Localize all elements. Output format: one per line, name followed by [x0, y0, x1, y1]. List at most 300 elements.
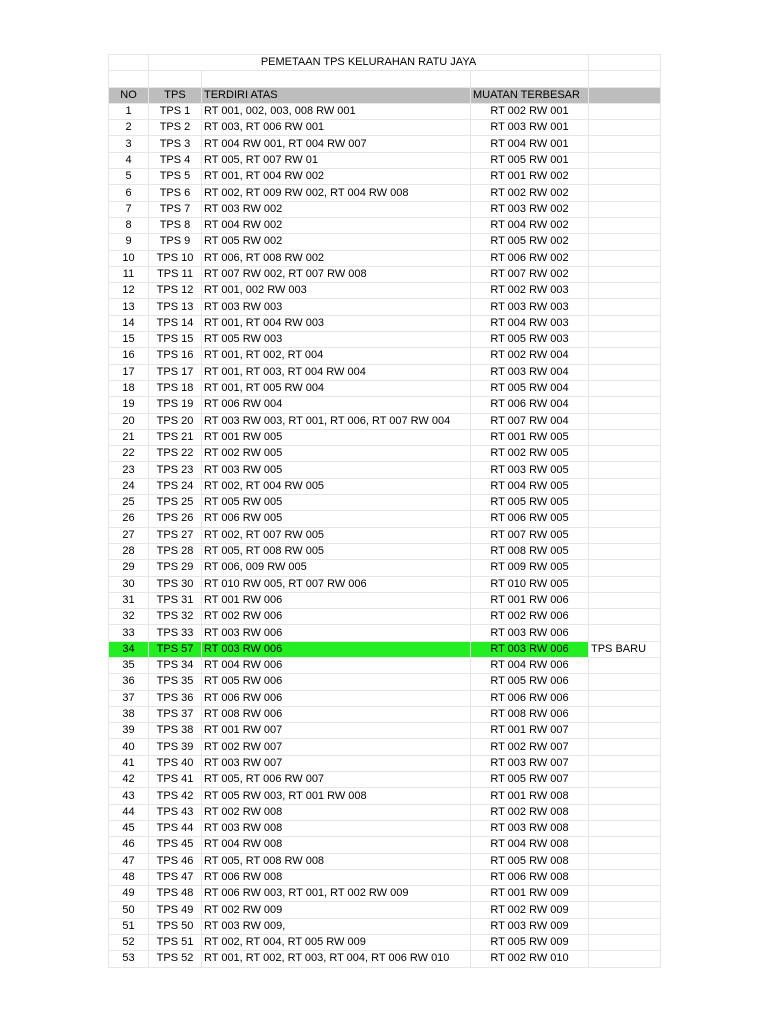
- cell-muatan-terbesar[interactable]: RT 002 RW 001: [471, 103, 589, 119]
- cell-muatan-terbesar[interactable]: RT 006 RW 004: [471, 397, 589, 413]
- cell-note[interactable]: [589, 380, 661, 396]
- cell-muatan-terbesar[interactable]: RT 009 RW 005: [471, 560, 589, 576]
- cell-tps[interactable]: TPS 4: [149, 152, 202, 168]
- cell-note[interactable]: [589, 674, 661, 690]
- table-row: [109, 706, 661, 722]
- cell-muatan-terbesar[interactable]: RT 006 RW 002: [471, 250, 589, 266]
- table-row: [109, 543, 661, 559]
- cell-muatan-terbesar[interactable]: RT 001 RW 008: [471, 788, 589, 804]
- cell-muatan-terbesar[interactable]: RT 002 RW 009: [471, 902, 589, 918]
- cell-muatan-terbesar[interactable]: RT 002 RW 004: [471, 348, 589, 364]
- cell-tps[interactable]: TPS 13: [149, 299, 202, 315]
- cell-note[interactable]: [589, 869, 661, 885]
- cell-tps[interactable]: TPS 31: [149, 592, 202, 608]
- cell-tps[interactable]: TPS 5: [149, 169, 202, 185]
- cell-terdiri-atas[interactable]: RT 004 RW 006: [202, 657, 471, 673]
- cell-note[interactable]: [589, 397, 661, 413]
- cell-note[interactable]: [589, 478, 661, 494]
- cell-no[interactable]: 45: [109, 820, 149, 836]
- cell-tps[interactable]: TPS 30: [149, 576, 202, 592]
- cell-terdiri-atas[interactable]: RT 003 RW 005: [202, 462, 471, 478]
- cell-muatan-terbesar[interactable]: RT 001 RW 009: [471, 886, 589, 902]
- cell-tps[interactable]: TPS 27: [149, 527, 202, 543]
- cell-muatan-terbesar[interactable]: RT 001 RW 006: [471, 592, 589, 608]
- cell-no[interactable]: 42: [109, 772, 149, 788]
- cell-no[interactable]: 21: [109, 429, 149, 445]
- cell-tps[interactable]: TPS 19: [149, 397, 202, 413]
- cell-no[interactable]: 51: [109, 918, 149, 934]
- cell-note[interactable]: [589, 120, 661, 136]
- cell-note[interactable]: [589, 576, 661, 592]
- cell-note[interactable]: [589, 185, 661, 201]
- table-row: [109, 169, 661, 185]
- cell-muatan-terbesar[interactable]: RT 003 RW 009: [471, 918, 589, 934]
- cell-no[interactable]: 26: [109, 511, 149, 527]
- cell-muatan-terbesar[interactable]: RT 005 RW 001: [471, 152, 589, 168]
- cell-no[interactable]: 53: [109, 951, 149, 967]
- cell[interactable]: [149, 71, 202, 87]
- cell-no[interactable]: 25: [109, 495, 149, 511]
- cell-no[interactable]: 4: [109, 152, 149, 168]
- cell-no[interactable]: 38: [109, 706, 149, 722]
- cell-tps[interactable]: TPS 37: [149, 706, 202, 722]
- cell-terdiri-atas[interactable]: RT 006 RW 004: [202, 397, 471, 413]
- cell-no[interactable]: 43: [109, 788, 149, 804]
- cell-note[interactable]: [589, 935, 661, 951]
- table-row: [109, 446, 661, 462]
- cell-tps[interactable]: TPS 16: [149, 348, 202, 364]
- cell-tps[interactable]: TPS 48: [149, 886, 202, 902]
- cell-no[interactable]: 32: [109, 609, 149, 625]
- cell-muatan-terbesar[interactable]: RT 004 RW 006: [471, 657, 589, 673]
- cell-terdiri-atas[interactable]: RT 001, RT 005 RW 004: [202, 380, 471, 396]
- cell-tps[interactable]: TPS 33: [149, 625, 202, 641]
- cell-tps[interactable]: TPS 29: [149, 560, 202, 576]
- cell-muatan-terbesar[interactable]: RT 002 RW 006: [471, 609, 589, 625]
- cell-note[interactable]: [589, 364, 661, 380]
- cell-terdiri-atas[interactable]: RT 001, RT 004 RW 002: [202, 169, 471, 185]
- cell-note[interactable]: [589, 413, 661, 429]
- cell-tps[interactable]: TPS 34: [149, 657, 202, 673]
- cell-tps[interactable]: TPS 35: [149, 674, 202, 690]
- cell-terdiri-atas[interactable]: RT 002, RT 009 RW 002, RT 004 RW 008: [202, 185, 471, 201]
- cell-tps[interactable]: TPS 12: [149, 283, 202, 299]
- cell-terdiri-atas[interactable]: RT 003 RW 008: [202, 820, 471, 836]
- cell-muatan-terbesar[interactable]: RT 004 RW 005: [471, 478, 589, 494]
- cell-tps[interactable]: TPS 1: [149, 103, 202, 119]
- cell-muatan-terbesar[interactable]: RT 003 RW 001: [471, 120, 589, 136]
- cell-note[interactable]: [589, 837, 661, 853]
- cell-note[interactable]: [589, 332, 661, 348]
- cell-tps[interactable]: TPS 20: [149, 413, 202, 429]
- cell-note[interactable]: [589, 788, 661, 804]
- cell-muatan-terbesar[interactable]: RT 007 RW 004: [471, 413, 589, 429]
- cell-muatan-terbesar[interactable]: RT 005 RW 003: [471, 332, 589, 348]
- cell-muatan-terbesar[interactable]: RT 002 RW 003: [471, 283, 589, 299]
- cell-terdiri-atas[interactable]: RT 001 RW 006: [202, 592, 471, 608]
- cell-no[interactable]: 23: [109, 462, 149, 478]
- cell-terdiri-atas[interactable]: RT 001, RT 002, RT 004: [202, 348, 471, 364]
- cell-no[interactable]: 6: [109, 185, 149, 201]
- cell-terdiri-atas[interactable]: RT 002, RT 004 RW 005: [202, 478, 471, 494]
- table-row: [109, 592, 661, 608]
- cell-no[interactable]: 12: [109, 283, 149, 299]
- cell-muatan-terbesar[interactable]: RT 004 RW 002: [471, 217, 589, 233]
- cell-terdiri-atas[interactable]: RT 002, RT 007 RW 005: [202, 527, 471, 543]
- cell-note[interactable]: [589, 886, 661, 902]
- cell-terdiri-atas[interactable]: RT 005, RT 008 RW 005: [202, 543, 471, 559]
- cell-no[interactable]: 34: [109, 641, 149, 657]
- cell-no[interactable]: 22: [109, 446, 149, 462]
- cell-terdiri-atas[interactable]: RT 002 RW 007: [202, 739, 471, 755]
- cell-terdiri-atas[interactable]: RT 004 RW 008: [202, 837, 471, 853]
- cell-no[interactable]: 17: [109, 364, 149, 380]
- cell-tps[interactable]: TPS 50: [149, 918, 202, 934]
- cell-no[interactable]: 3: [109, 136, 149, 152]
- cell-no[interactable]: 14: [109, 315, 149, 331]
- cell-note[interactable]: [589, 625, 661, 641]
- cell-no[interactable]: 8: [109, 217, 149, 233]
- table-row: [109, 902, 661, 918]
- cell-tps[interactable]: TPS 43: [149, 804, 202, 820]
- cell-note[interactable]: [589, 315, 661, 331]
- cell-muatan-terbesar[interactable]: RT 003 RW 006: [471, 625, 589, 641]
- cell-muatan-terbesar[interactable]: RT 004 RW 001: [471, 136, 589, 152]
- table-row: [109, 413, 661, 429]
- cell-no[interactable]: 28: [109, 543, 149, 559]
- cell-no[interactable]: 41: [109, 755, 149, 771]
- cell-muatan-terbesar[interactable]: RT 003 RW 006: [471, 641, 589, 657]
- cell[interactable]: [471, 71, 589, 87]
- cell-terdiri-atas[interactable]: RT 010 RW 005, RT 007 RW 006: [202, 576, 471, 592]
- header-muatan-terbesar[interactable]: MUATAN TERBESAR: [471, 87, 589, 103]
- cell-terdiri-atas[interactable]: RT 006 RW 003, RT 001, RT 002 RW 009: [202, 886, 471, 902]
- cell-muatan-terbesar[interactable]: RT 002 RW 005: [471, 446, 589, 462]
- cell-tps[interactable]: TPS 17: [149, 364, 202, 380]
- cell-tps[interactable]: TPS 52: [149, 951, 202, 967]
- cell-muatan-terbesar[interactable]: RT 008 RW 005: [471, 543, 589, 559]
- cell-terdiri-atas[interactable]: RT 003 RW 003: [202, 299, 471, 315]
- cell-terdiri-atas[interactable]: RT 001, RT 002, RT 003, RT 004, RT 006 RW 010: [202, 951, 471, 967]
- cell-muatan-terbesar[interactable]: RT 007 RW 005: [471, 527, 589, 543]
- cell-tps[interactable]: TPS 45: [149, 837, 202, 853]
- cell-muatan-terbesar[interactable]: RT 003 RW 005: [471, 462, 589, 478]
- cell-note[interactable]: [589, 446, 661, 462]
- cell-terdiri-atas[interactable]: RT 002 RW 009: [202, 902, 471, 918]
- cell-no[interactable]: 20: [109, 413, 149, 429]
- cell-note[interactable]: [589, 560, 661, 576]
- cell-no[interactable]: 39: [109, 723, 149, 739]
- cell-no[interactable]: 33: [109, 625, 149, 641]
- cell[interactable]: [589, 71, 661, 87]
- cell-terdiri-atas[interactable]: RT 001, RT 003, RT 004 RW 004: [202, 364, 471, 380]
- cell-tps[interactable]: TPS 2: [149, 120, 202, 136]
- cell-note[interactable]: [589, 755, 661, 771]
- table-row: [109, 609, 661, 625]
- cell-tps[interactable]: TPS 28: [149, 543, 202, 559]
- cell-no[interactable]: 9: [109, 234, 149, 250]
- cell-tps[interactable]: TPS 3: [149, 136, 202, 152]
- cell-muatan-terbesar[interactable]: RT 003 RW 003: [471, 299, 589, 315]
- cell-tps[interactable]: TPS 49: [149, 902, 202, 918]
- cell-tps[interactable]: TPS 38: [149, 723, 202, 739]
- cell-note[interactable]: [589, 169, 661, 185]
- cell-note[interactable]: [589, 951, 661, 967]
- cell-note[interactable]: [589, 592, 661, 608]
- table-row: [109, 690, 661, 706]
- cell-terdiri-atas[interactable]: RT 003 RW 006: [202, 641, 471, 657]
- cell-muatan-terbesar[interactable]: RT 005 RW 002: [471, 234, 589, 250]
- cell-muatan-terbesar[interactable]: RT 002 RW 002: [471, 185, 589, 201]
- cell-note[interactable]: [589, 853, 661, 869]
- cell-terdiri-atas[interactable]: RT 005 RW 006: [202, 674, 471, 690]
- cell-tps[interactable]: TPS 44: [149, 820, 202, 836]
- table-row: [109, 120, 661, 136]
- cell-tps[interactable]: TPS 41: [149, 772, 202, 788]
- cell-muatan-terbesar[interactable]: RT 004 RW 008: [471, 837, 589, 853]
- cell-terdiri-atas[interactable]: RT 001 RW 007: [202, 723, 471, 739]
- cell-muatan-terbesar[interactable]: RT 006 RW 008: [471, 869, 589, 885]
- cell-note[interactable]: [589, 348, 661, 364]
- cell-terdiri-atas[interactable]: RT 002 RW 005: [202, 446, 471, 462]
- cell-tps[interactable]: TPS 26: [149, 511, 202, 527]
- cell-no[interactable]: 11: [109, 266, 149, 282]
- cell-terdiri-atas[interactable]: RT 003 RW 003, RT 001, RT 006, RT 007 RW 004: [202, 413, 471, 429]
- cell-tps[interactable]: TPS 51: [149, 935, 202, 951]
- cell-tps[interactable]: TPS 46: [149, 853, 202, 869]
- cell[interactable]: [202, 71, 471, 87]
- cell-muatan-terbesar[interactable]: RT 005 RW 005: [471, 495, 589, 511]
- cell-terdiri-atas[interactable]: RT 002 RW 008: [202, 804, 471, 820]
- table-row: [109, 527, 661, 543]
- cell-muatan-terbesar[interactable]: RT 005 RW 008: [471, 853, 589, 869]
- cell-terdiri-atas[interactable]: RT 006 RW 005: [202, 511, 471, 527]
- table-row: [109, 283, 661, 299]
- cell-note[interactable]: [589, 136, 661, 152]
- cell-no[interactable]: 2: [109, 120, 149, 136]
- cell-terdiri-atas[interactable]: RT 003 RW 006: [202, 625, 471, 641]
- cell-no[interactable]: 5: [109, 169, 149, 185]
- cell-no[interactable]: 1: [109, 103, 149, 119]
- cell-no[interactable]: 47: [109, 853, 149, 869]
- cell-tps[interactable]: TPS 42: [149, 788, 202, 804]
- cell-muatan-terbesar[interactable]: RT 003 RW 002: [471, 201, 589, 217]
- cell-tps[interactable]: TPS 18: [149, 380, 202, 396]
- cell-muatan-terbesar[interactable]: RT 008 RW 006: [471, 706, 589, 722]
- cell-tps[interactable]: TPS 36: [149, 690, 202, 706]
- cell-note[interactable]: [589, 299, 661, 315]
- cell[interactable]: [109, 55, 149, 71]
- cell-muatan-terbesar[interactable]: RT 006 RW 005: [471, 511, 589, 527]
- cell-note[interactable]: [589, 250, 661, 266]
- cell-muatan-terbesar[interactable]: RT 006 RW 006: [471, 690, 589, 706]
- cell-no[interactable]: 37: [109, 690, 149, 706]
- cell-terdiri-atas[interactable]: RT 003 RW 002: [202, 201, 471, 217]
- cell-terdiri-atas[interactable]: RT 004 RW 001, RT 004 RW 007: [202, 136, 471, 152]
- cell-tps[interactable]: TPS 24: [149, 478, 202, 494]
- cell-note[interactable]: [589, 723, 661, 739]
- cell-terdiri-atas[interactable]: RT 005 RW 003: [202, 332, 471, 348]
- cell-note[interactable]: [589, 266, 661, 282]
- cell-tps[interactable]: TPS 7: [149, 201, 202, 217]
- cell-note[interactable]: [589, 103, 661, 119]
- cell-terdiri-atas[interactable]: RT 001, RT 004 RW 003: [202, 315, 471, 331]
- cell-no[interactable]: 40: [109, 739, 149, 755]
- cell-tps[interactable]: TPS 32: [149, 609, 202, 625]
- cell-no[interactable]: 31: [109, 592, 149, 608]
- cell-muatan-terbesar[interactable]: RT 003 RW 004: [471, 364, 589, 380]
- cell-note[interactable]: [589, 495, 661, 511]
- cell-tps[interactable]: TPS 21: [149, 429, 202, 445]
- table-row: [109, 348, 661, 364]
- cell-terdiri-atas[interactable]: RT 003 RW 007: [202, 755, 471, 771]
- table-row: [109, 136, 661, 152]
- cell-terdiri-atas[interactable]: RT 005 RW 002: [202, 234, 471, 250]
- cell-muatan-terbesar[interactable]: RT 010 RW 005: [471, 576, 589, 592]
- cell-terdiri-atas[interactable]: RT 004 RW 002: [202, 217, 471, 233]
- cell-muatan-terbesar[interactable]: RT 004 RW 003: [471, 315, 589, 331]
- header-terdiri-atas[interactable]: TERDIRI ATAS: [202, 87, 471, 103]
- cell-muatan-terbesar[interactable]: RT 005 RW 004: [471, 380, 589, 396]
- cell-note[interactable]: [589, 429, 661, 445]
- cell-terdiri-atas[interactable]: RT 005 RW 005: [202, 495, 471, 511]
- cell-no[interactable]: 10: [109, 250, 149, 266]
- header-note[interactable]: [589, 87, 661, 103]
- cell-muatan-terbesar[interactable]: RT 002 RW 008: [471, 804, 589, 820]
- cell-tps[interactable]: TPS 14: [149, 315, 202, 331]
- table-row: [109, 576, 661, 592]
- cell-tps[interactable]: TPS 22: [149, 446, 202, 462]
- cell-no[interactable]: 36: [109, 674, 149, 690]
- cell-no[interactable]: 48: [109, 869, 149, 885]
- cell-muatan-terbesar[interactable]: RT 005 RW 006: [471, 674, 589, 690]
- cell-note[interactable]: [589, 902, 661, 918]
- cell-note[interactable]: [589, 609, 661, 625]
- cell-note[interactable]: [589, 543, 661, 559]
- cell-terdiri-atas[interactable]: RT 003, RT 006 RW 001: [202, 120, 471, 136]
- cell-note[interactable]: [589, 739, 661, 755]
- cell-terdiri-atas[interactable]: RT 007 RW 002, RT 007 RW 008: [202, 266, 471, 282]
- cell-note[interactable]: [589, 234, 661, 250]
- table-row: [109, 641, 661, 657]
- cell-terdiri-atas[interactable]: RT 008 RW 006: [202, 706, 471, 722]
- cell-note[interactable]: [589, 283, 661, 299]
- cell-note[interactable]: [589, 690, 661, 706]
- cell-no[interactable]: 29: [109, 560, 149, 576]
- cell-terdiri-atas[interactable]: RT 001, 002, 003, 008 RW 001: [202, 103, 471, 119]
- cell-muatan-terbesar[interactable]: RT 005 RW 007: [471, 772, 589, 788]
- table-row: [109, 853, 661, 869]
- cell-tps[interactable]: TPS 8: [149, 217, 202, 233]
- cell-note[interactable]: [589, 918, 661, 934]
- cell-muatan-terbesar[interactable]: RT 005 RW 009: [471, 935, 589, 951]
- cell-no[interactable]: 46: [109, 837, 149, 853]
- cell-terdiri-atas[interactable]: RT 006 RW 006: [202, 690, 471, 706]
- table-row: [109, 837, 661, 853]
- cell-note[interactable]: [589, 706, 661, 722]
- cell-terdiri-atas[interactable]: RT 002, RT 004, RT 005 RW 009: [202, 935, 471, 951]
- cell-note[interactable]: [589, 152, 661, 168]
- cell-tps[interactable]: TPS 11: [149, 266, 202, 282]
- cell-tps[interactable]: TPS 57: [149, 641, 202, 657]
- cell-no[interactable]: 35: [109, 657, 149, 673]
- cell-note[interactable]: TPS BARU: [589, 641, 661, 657]
- cell-terdiri-atas[interactable]: RT 006, 009 RW 005: [202, 560, 471, 576]
- cell-no[interactable]: 44: [109, 804, 149, 820]
- cell-note[interactable]: [589, 511, 661, 527]
- cell-no[interactable]: 27: [109, 527, 149, 543]
- cell-note[interactable]: [589, 527, 661, 543]
- cell-no[interactable]: 15: [109, 332, 149, 348]
- table-row: [109, 869, 661, 885]
- cell-terdiri-atas[interactable]: RT 002 RW 006: [202, 609, 471, 625]
- table-row: [109, 185, 661, 201]
- cell-no[interactable]: 7: [109, 201, 149, 217]
- cell-muatan-terbesar[interactable]: RT 002 RW 007: [471, 739, 589, 755]
- cell-muatan-terbesar[interactable]: RT 003 RW 007: [471, 755, 589, 771]
- cell-no[interactable]: 18: [109, 380, 149, 396]
- cell-no[interactable]: 52: [109, 935, 149, 951]
- cell-tps[interactable]: TPS 6: [149, 185, 202, 201]
- cell-muatan-terbesar[interactable]: RT 003 RW 008: [471, 820, 589, 836]
- cell-note[interactable]: [589, 217, 661, 233]
- cell-note[interactable]: [589, 462, 661, 478]
- header-no[interactable]: NO: [109, 87, 149, 103]
- cell-note[interactable]: [589, 820, 661, 836]
- cell-terdiri-atas[interactable]: RT 003 RW 009,: [202, 918, 471, 934]
- sheet-title[interactable]: PEMETAAN TPS KELURAHAN RATU JAYA: [149, 55, 589, 71]
- cell-terdiri-atas[interactable]: RT 005, RT 008 RW 008: [202, 853, 471, 869]
- cell-terdiri-atas[interactable]: RT 001, 002 RW 003: [202, 283, 471, 299]
- cell-no[interactable]: 16: [109, 348, 149, 364]
- cell-muatan-terbesar[interactable]: RT 002 RW 010: [471, 951, 589, 967]
- cell-no[interactable]: 49: [109, 886, 149, 902]
- cell-tps[interactable]: TPS 23: [149, 462, 202, 478]
- cell-note[interactable]: [589, 772, 661, 788]
- cell-muatan-terbesar[interactable]: RT 001 RW 002: [471, 169, 589, 185]
- cell-tps[interactable]: TPS 10: [149, 250, 202, 266]
- table-row: [109, 478, 661, 494]
- table-row: [109, 429, 661, 445]
- cell-note[interactable]: [589, 201, 661, 217]
- cell-terdiri-atas[interactable]: RT 001 RW 005: [202, 429, 471, 445]
- cell[interactable]: [109, 71, 149, 87]
- cell-terdiri-atas[interactable]: RT 005, RT 007 RW 01: [202, 152, 471, 168]
- header-tps[interactable]: TPS: [149, 87, 202, 103]
- cell-note[interactable]: [589, 657, 661, 673]
- cell-terdiri-atas[interactable]: RT 005 RW 003, RT 001 RW 008: [202, 788, 471, 804]
- cell-no[interactable]: 50: [109, 902, 149, 918]
- cell-no[interactable]: 13: [109, 299, 149, 315]
- cell-tps[interactable]: TPS 40: [149, 755, 202, 771]
- cell-tps[interactable]: TPS 39: [149, 739, 202, 755]
- cell-no[interactable]: 19: [109, 397, 149, 413]
- cell-no[interactable]: 24: [109, 478, 149, 494]
- cell-tps[interactable]: TPS 15: [149, 332, 202, 348]
- cell-note[interactable]: [589, 804, 661, 820]
- cell-no[interactable]: 30: [109, 576, 149, 592]
- cell-terdiri-atas[interactable]: RT 006 RW 008: [202, 869, 471, 885]
- cell-muatan-terbesar[interactable]: RT 001 RW 005: [471, 429, 589, 445]
- cell-tps[interactable]: TPS 25: [149, 495, 202, 511]
- cell[interactable]: [589, 55, 661, 71]
- cell-terdiri-atas[interactable]: RT 006, RT 008 RW 002: [202, 250, 471, 266]
- cell-tps[interactable]: TPS 9: [149, 234, 202, 250]
- cell-muatan-terbesar[interactable]: RT 007 RW 002: [471, 266, 589, 282]
- cell-tps[interactable]: TPS 47: [149, 869, 202, 885]
- cell-muatan-terbesar[interactable]: RT 001 RW 007: [471, 723, 589, 739]
- cell-terdiri-atas[interactable]: RT 005, RT 006 RW 007: [202, 772, 471, 788]
